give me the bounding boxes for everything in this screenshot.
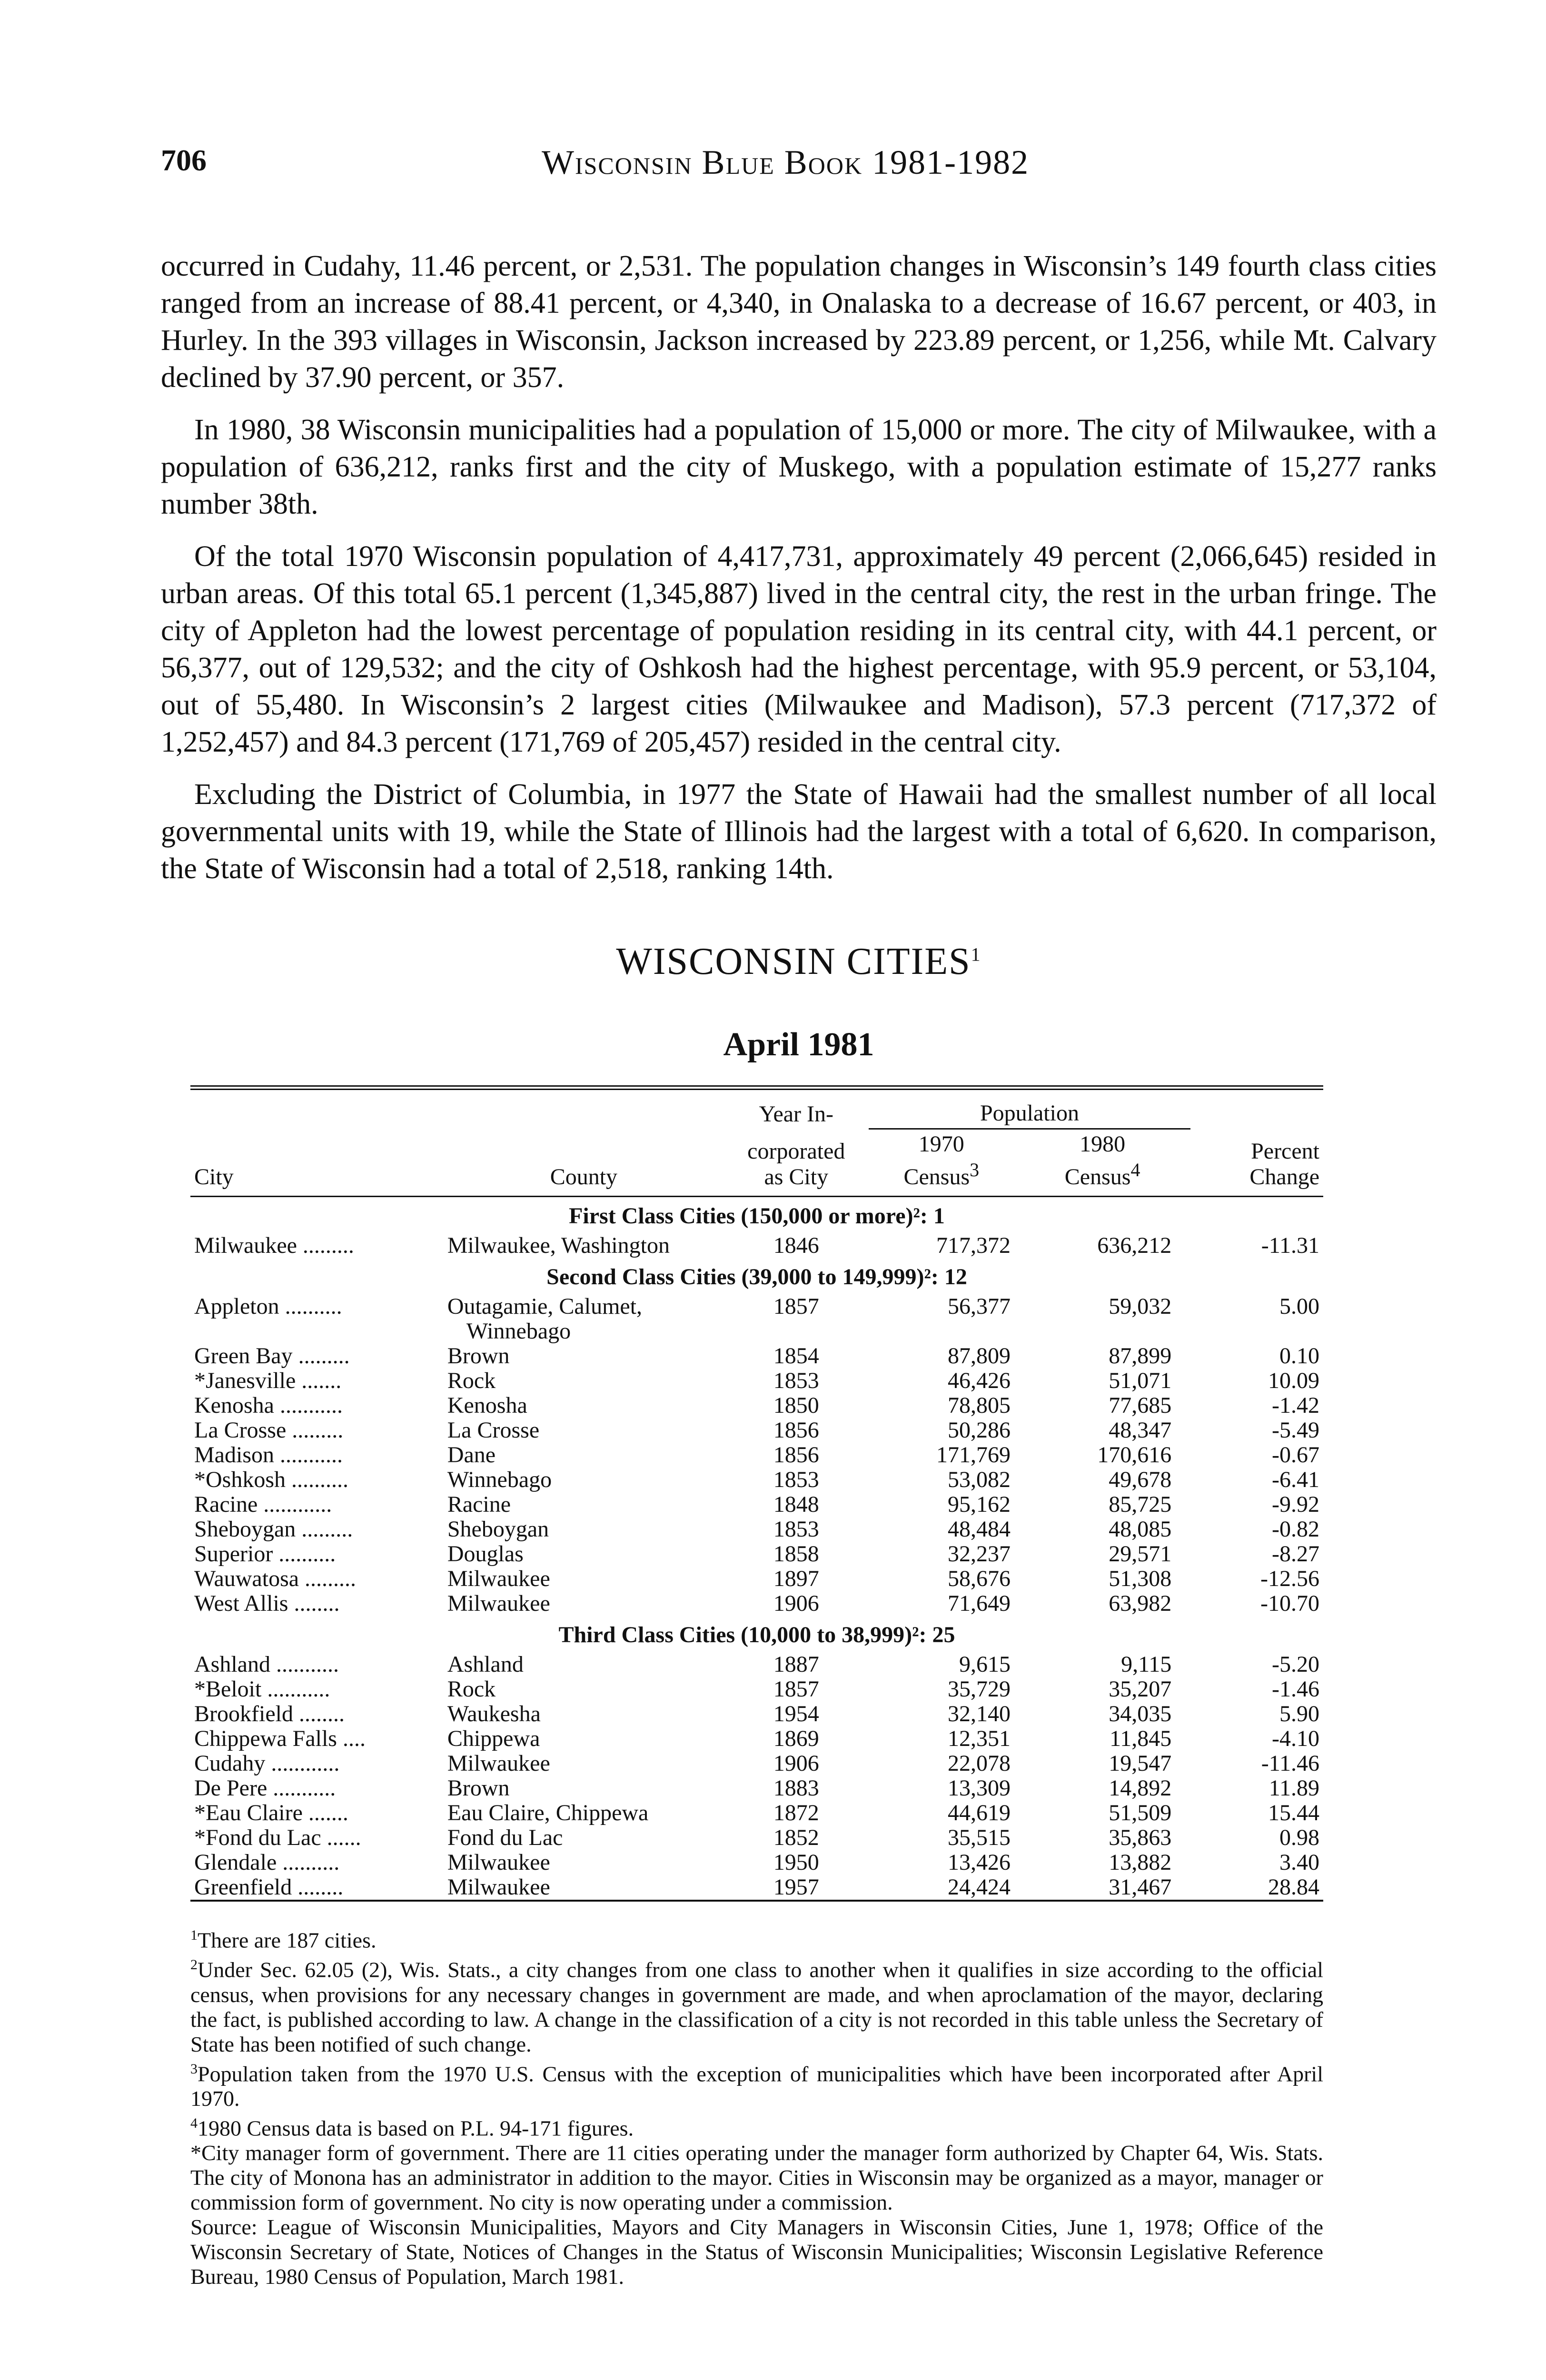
table-row: Green Bay ......... Brown 1854 87,809 87,899 0.10	[194, 1343, 1319, 1368]
table-row: De Pere ........... Brown 1883 13,309 14,892 11.89	[194, 1775, 1319, 1801]
running-head	[161, 143, 1437, 195]
header-percent: Percent Change	[1190, 1129, 1323, 1197]
table-row: La Crosse ......... La Crosse 1856 50,286 48,347 -5.49	[194, 1418, 1319, 1443]
footnote-source: Source: League of Wisconsin Municipalities, Mayors and City Managers in Wisconsin Cities, June 1, 1978; Office of the Wisconsin Secretary of State, Notices of Changes in the Status of Wisconsin Municipalities; Wisconsin Legislative Reference Bureau, 1980 Census of Population, March 1981.	[190, 2215, 1323, 2289]
table-row: *Oshkosh .......... Winnebago 1853 53,082 49,678 -6.41	[194, 1467, 1319, 1492]
footnote: *City manager form of government. There are 11 cities operating under the manager form authorized by Chapter 64, Wis. Stats. The city of Monona has an administrator in addition to the mayor. Cities in Wisconsin may be organized as a mayor, manager or commission form of government. No city is now operating under a commission.	[190, 2141, 1323, 2215]
header-city: City	[190, 1129, 444, 1197]
header-year: corporated as City	[724, 1129, 869, 1197]
header-1980: 1980 Census$^4$	[1030, 1129, 1190, 1197]
paragraph: In 1980, 38 Wisconsin municipalities had a population of 15,000 or more. The city of Milwaukee, with a population of 636,212, ranks first and the city of Muskego, with a population estimate of 15,277 ranks number 38th.	[161, 414, 1437, 520]
header-county: County	[444, 1129, 724, 1197]
table-row: Brookfield ........ Waukesha 1954 32,140 34,035 5.90	[194, 1701, 1319, 1726]
table-title	[161, 940, 1437, 983]
footnote: $^2$Under Sec. 62.05 (2), Wis. Stats., a city changes from one class to another when it qualifies in size according to the official census, when provisions for any necessary changes in government are made, and when aproclamation of the mayor, declaring the fact, is published according to law. A change in the classification of a city is not recorded in this table unless the Secretary of State has been notified of such change.	[190, 1957, 1323, 2056]
table-row: Glendale .......... Milwaukee 1950 13,426 13,882 3.40	[194, 1850, 1319, 1875]
table-row: Superior .......... Douglas 1858 32,237 29,571 -8.27	[194, 1541, 1319, 1567]
table-row: Madison ........... Dane 1856 171,769 170,616 -0.67	[194, 1442, 1319, 1468]
table-row: *Fond du Lac ...... Fond du Lac 1852 35,515 35,863 0.98	[194, 1825, 1319, 1850]
table-row: Racine ............ Racine 1848 95,162 85,725 -9.92	[194, 1492, 1319, 1517]
body-text	[161, 248, 1437, 902]
table-row: West Allis ........ Milwaukee 1906 71,649 63,982 -10.70	[194, 1591, 1319, 1616]
table-row: Appleton .......... Outagamie, Calumet, Winnebago 1857 56,377 59,032 5.00	[194, 1294, 1319, 1344]
section-label: Second Class Cities (39,000 to 149,999)²: 12	[546, 1264, 967, 1289]
paragraph: Of the total 1970 Wisconsin population of 4,417,731, approximately 49 percent (2,066,645) resided in urban areas. Of this total 65.1 percent (1,345,887) lived in the central city, the rest in the urban fringe. The city of Appleton had the lowest percentage of population residing in its central city, with 44.1 percent, or 56,377, out of 129,532; and the city of Oshkosh had the highest percentage, with 95.9 percent, or 53,104, out of 55,480. In Wisconsin’s 2 largest cities (Milwaukee and Madison), 57.3 percent (717,372 of 1,252,457) and 84.3 percent (171,769 of 205,457) resided in the central city.	[161, 540, 1437, 758]
cities-table	[190, 1085, 1323, 1913]
header-population: Population	[869, 1099, 1191, 1129]
table-row: Sheboygan ......... Sheboygan 1853 48,484 48,085 -0.82	[194, 1517, 1319, 1542]
table-row: Greenfield ........ Milwaukee 1957 24,424 31,467 28.84	[194, 1874, 1319, 1900]
table-row: *Eau Claire ....... Eau Claire, Chippewa 1872 44,619 51,509 15.44	[194, 1800, 1319, 1825]
header-1970: 1970 Census$^3$	[869, 1129, 1030, 1197]
section-third-class	[190, 1616, 1323, 1913]
footnotes	[190, 1923, 1323, 2289]
footnote: $^4$1980 Census data is based on P.L. 94-171 figures.	[190, 2115, 634, 2141]
book-title: Wisconsin Blue Book 1981-1982	[542, 143, 1030, 181]
page-number: 706	[161, 143, 207, 177]
section-label: First Class Cities (150,000 or more)²: 1	[569, 1203, 945, 1229]
table-row: Kenosha ........... Kenosha 1850 78,805 77,685 -1.42	[194, 1393, 1319, 1418]
footnote: $^1$There are 187 cities.	[190, 1927, 377, 1953]
header-year-line1: Year In-	[759, 1101, 833, 1127]
footnote: $^3$Population taken from the 1970 U.S. Census with the exception of municipalities which have been incorporated after April 1970.	[190, 2061, 1323, 2111]
table-row: Cudahy ............ Milwaukee 1906 22,078 19,547 -11.46	[194, 1751, 1319, 1776]
table-row: Milwaukee ......... Milwaukee, Washington 1846 717,372 636,212 -11.31	[194, 1233, 1319, 1258]
table-row: Chippewa Falls .... Chippewa 1869 12,351 11,845 -4.10	[194, 1726, 1319, 1751]
table-title-note: 1	[971, 943, 981, 965]
table-title-text: WISCONSIN CITIES	[616, 941, 971, 982]
paragraph: occurred in Cudahy, 11.46 percent, or 2,531. The population changes in Wisconsin’s 149 fourth class cities ranged from an increase of 88.41 percent, or 4,340, in Onalaska to a decrease of 16.67 percent, or 403, in Hurley. In the 393 villages in Wisconsin, Jackson increased by 223.89 percent, or 1,256, while Mt. Calvary declined by 37.90 percent, or 357.	[161, 250, 1437, 394]
table-row: *Janesville ....... Rock 1853 46,426 51,071 10.09	[194, 1368, 1319, 1393]
table-row: Ashland ........... Ashland 1887 9,615 9,115 -5.20	[194, 1652, 1319, 1677]
section-first-class	[190, 1197, 1323, 1259]
section-label: Third Class Cities (10,000 to 38,999)²: 25	[558, 1622, 955, 1647]
table-row: *Beloit ........... Rock 1857 35,729 35,207 -1.46	[194, 1676, 1319, 1702]
paragraph: Excluding the District of Columbia, in 1977 the State of Hawaii had the smallest number of all local governmental units with 19, while the State of Illinois had the largest with a total of 6,620. In comparison, the State of Wisconsin had a total of 2,518, ranking 14th.	[161, 778, 1437, 885]
section-second-class	[190, 1258, 1323, 1616]
table-subtitle: April 1981	[723, 1026, 874, 1063]
table-row: Wauwatosa ......... Milwaukee 1897 58,676 51,308 -12.56	[194, 1566, 1319, 1591]
